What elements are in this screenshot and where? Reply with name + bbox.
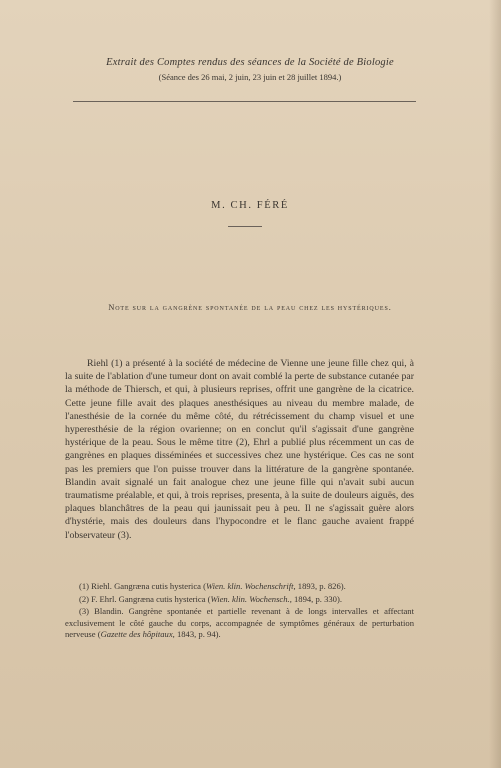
footnote <box>65 581 414 593</box>
footnote-tail: , 1843, p. 94). <box>172 629 221 640</box>
page-edge-shadow <box>489 0 501 768</box>
footnote-tail: , 1893, p. 826). <box>293 581 346 591</box>
author-name: M. CH. FÉRÉ <box>211 200 289 211</box>
extract-line: Extrait des Comptes rendus des séances de la Société de Biologie <box>106 57 394 68</box>
footnote-text: (2) F. Ehrl. Gangræna cutis hysterica ( <box>79 593 211 604</box>
footnote <box>65 594 414 606</box>
publication-header <box>70 56 430 84</box>
footnote-source: Wien. klin. Wochensch. <box>210 593 290 604</box>
author-rule <box>228 226 262 227</box>
footnote-text: (1) Riehl. Gangræna cutis hysterica ( <box>79 581 206 591</box>
note-title: Note sur la gangrène spontanée de la peau chez les hystériques. <box>108 303 392 312</box>
header-rule <box>73 101 416 102</box>
footnotes <box>65 581 414 642</box>
body-paragraph: Riehl (1) a présenté à la société de médecine de Vienne une jeune fille chez qui, à la suite de l'ablation d'une tumeur dont on avait comblé la perte de substance cutanée par la méthode de Thiersch, et qui, à plusieurs reprises, offrit une gangrène de la cicatrice. Cette jeune fille avait des plaques anesthésiques au niveau du membre malade, de l'anesthésie de la cornée du même côté, du rétrécissement du champ visuel et une hyperesthésie de la région ovarienne; on en conclut qu'il s'agissait d'une gangrène hystérique de la peau. Sous le même titre (2), Ehrl a publié plus récemment un cas de gangrènes en plaques disséminées et successives chez une hystérique. Ces cas ne sont pas les premiers que l'on puisse trouver dans la littérature de la gangrène spontanée. Blandin avait signalé un fait analogue chez une jeune fille qui n'avait subi aucun traumatisme préalable, et qui, à trois reprises, presenta, à la suite de douleurs aiguës, des plaques blanchâtres de la peau qui jaunissait peu à peu. Il ne s'agissait guère alors d'hystérie, mais des douleurs dans l'hypocondre et le flanc gauche avaient frappé l'observateur (3). <box>65 358 414 541</box>
footnote-tail: , 1894, p. 330). <box>289 593 342 604</box>
footnote <box>65 606 414 641</box>
session-dates: (Séance des 26 mai, 2 juin, 23 juin et 28 juillet 1894.) <box>158 72 342 82</box>
footnote-source: Gazette des hôpitaux <box>100 629 173 640</box>
body-text <box>65 357 414 542</box>
footnote-source: Wien. klin. Wochenschrift <box>205 581 294 591</box>
footnote-text: (3) Blandin. Gangrène spontanée et partielle revenant à de longs intervalles et affectant exclusivement le côté gauche du corps, accompagnée de symptômes généraux de perturbation nerveuse ( <box>65 606 414 640</box>
